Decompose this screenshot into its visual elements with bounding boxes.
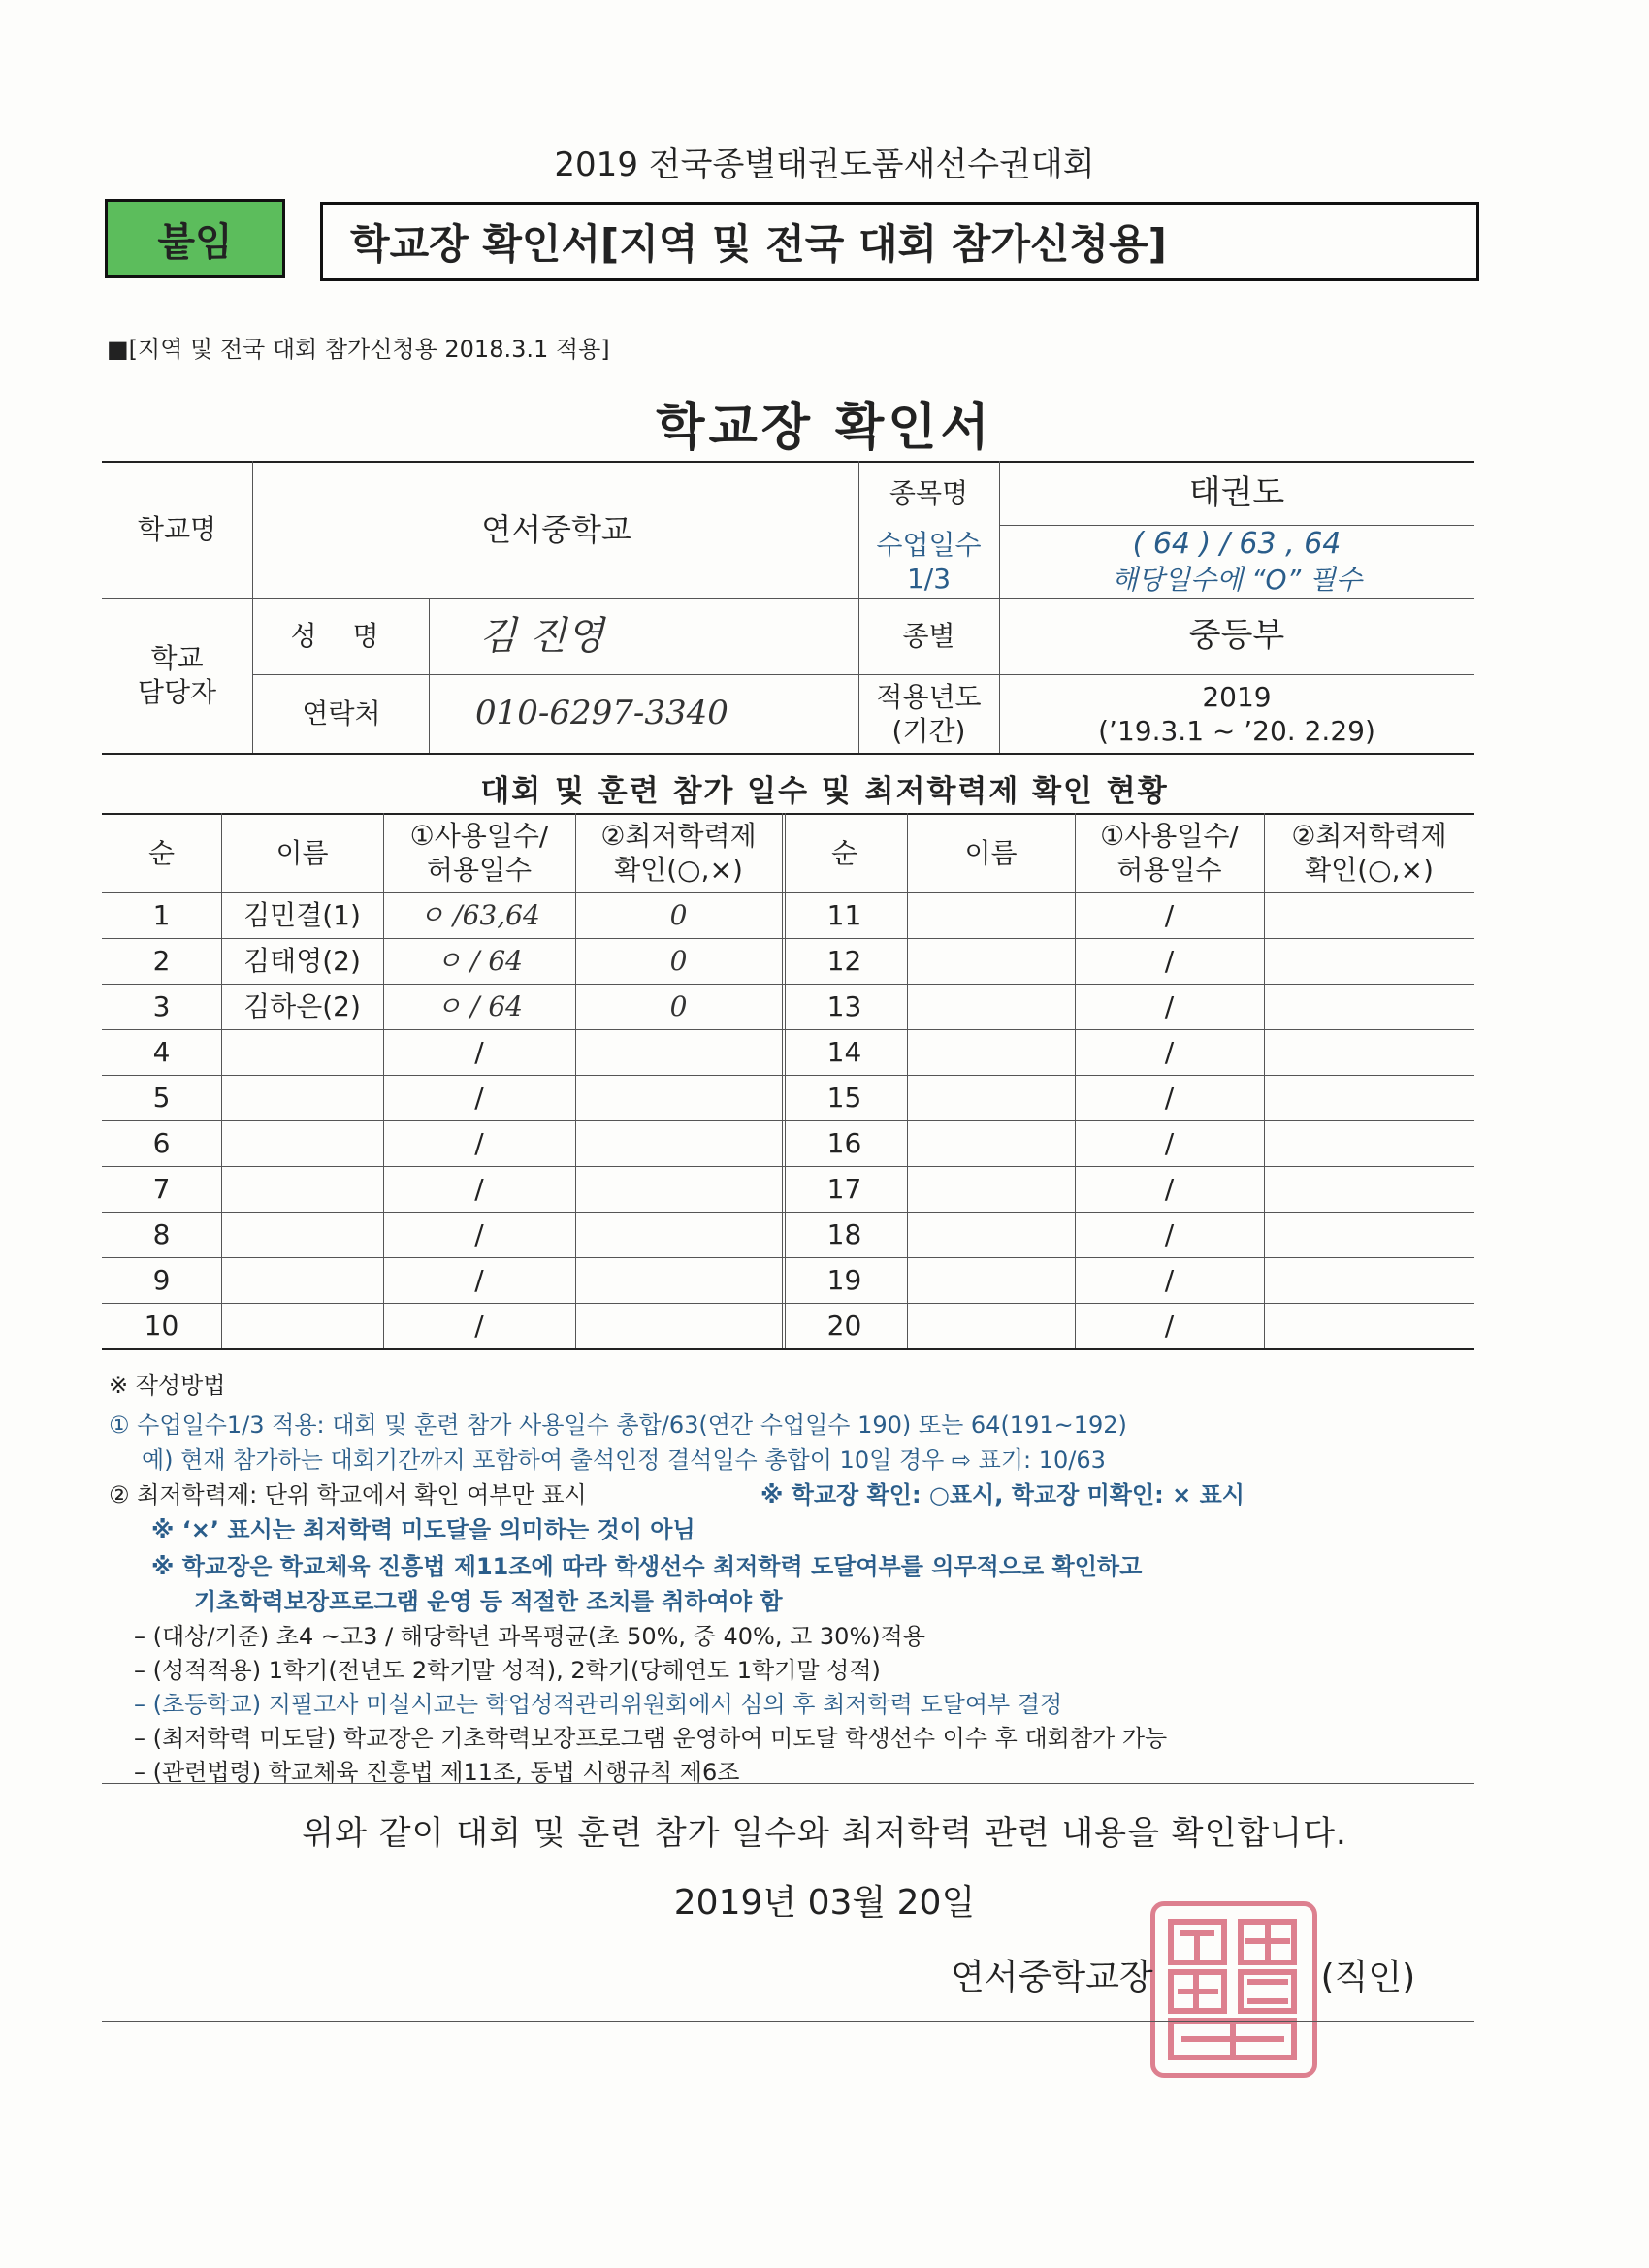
school-days-value-2: 해당일수에 “O” 필수 [1111, 563, 1363, 596]
principal-signature [951, 1950, 1415, 1999]
row-number: 9 [152, 1264, 171, 1296]
row-number: 1 [152, 899, 171, 931]
header-min-academic [1264, 813, 1474, 892]
row-days: / [474, 1264, 484, 1296]
header-name [221, 813, 383, 892]
row-number: 19 [826, 1264, 862, 1296]
header-no-line-1: 순 [830, 836, 858, 869]
header-min-academic-line-1: ②최저학력제 [1291, 820, 1447, 852]
header-min-academic-line-2: 확인(○,×) [614, 854, 743, 886]
row-days: / [1164, 1082, 1175, 1114]
header-days [383, 813, 575, 892]
year-label [858, 674, 999, 753]
header-no [102, 813, 221, 892]
row-min-academic [575, 1303, 782, 1348]
row-number: 7 [152, 1173, 171, 1205]
row-min-academic [1264, 1166, 1474, 1212]
header-days-line-2: 허용일수 [1116, 854, 1222, 886]
row-min-academic [575, 1075, 782, 1120]
school-days-label-1: 수업일수 [876, 528, 982, 561]
applicability-note: ■[지역 및 전국 대회 참가신청용 2018.3.1 적용] [107, 336, 610, 363]
info-table-vline [429, 598, 430, 753]
row-number: 5 [152, 1082, 171, 1114]
attachment-badge: 붙임 [105, 199, 285, 278]
header-min-academic [575, 813, 782, 892]
school-days-value [999, 525, 1474, 598]
row-name: 김하은(2) [243, 990, 361, 1022]
principal-name: 연서중학교장 [951, 1958, 1153, 1997]
header-no [782, 813, 907, 892]
row-min-academic [575, 1166, 782, 1212]
row-days: / [474, 1310, 484, 1342]
event-value: 태권도 [1188, 472, 1285, 512]
row-name [221, 1257, 383, 1303]
row-number: 2 [152, 945, 171, 977]
row-days: / [474, 1127, 484, 1159]
instructions-bottom-border [102, 1783, 1474, 1784]
main-title: 학교장 확인서 [656, 399, 993, 457]
document-type-title: 학교장 확인서[지역 및 전국 대회 참가신청용] [320, 202, 1479, 281]
contact-label: 연락처 [302, 697, 381, 729]
school-days-label [858, 525, 999, 598]
staff-label-1: 학교 [150, 642, 204, 674]
row-name [221, 1303, 383, 1348]
row-min-academic [1264, 892, 1474, 938]
row-name [907, 1257, 1075, 1303]
row-name [221, 1212, 383, 1257]
row-days: / [1164, 1173, 1175, 1205]
year-value-2: (’19.3.1 ~ ’20. 2.29) [1098, 714, 1375, 747]
header-name-line-1: 이름 [275, 836, 329, 869]
row-number: 18 [826, 1218, 862, 1250]
row-days: / [1164, 945, 1175, 977]
school-days-label-2: 1/3 [906, 562, 952, 595]
contact-value: 010-6297-3340 [475, 694, 728, 733]
staff-label [102, 598, 252, 753]
row-days: / [474, 1082, 484, 1114]
instruction-line-11: – (최저학력 미도달) 학교장은 기초학력보장프로그램 운영하여 미도달 학생선수 이수 후 대회참가 가능 [134, 1725, 1168, 1752]
row-name: 김태영(2) [243, 945, 361, 977]
row-name [221, 1029, 383, 1075]
section-title: 대회 및 훈련 참가 일수 및 최저학력제 확인 현황 [480, 774, 1169, 809]
row-name [221, 1120, 383, 1166]
row-number: 20 [826, 1310, 862, 1342]
year-label-1: 적용년도 [876, 680, 982, 713]
instruction-line-10: – (초등학교) 지필고사 미실시교는 학업성적관리위원회에서 심의 후 최저학력 도달여부 결정 [134, 1691, 1063, 1718]
instruction-line-9: – (성적적용) 1학기(전년도 2학기말 성적), 2학기(당해연도 1학기말 성적) [134, 1657, 881, 1684]
division-value: 중등부 [1188, 616, 1285, 656]
instruction-line-8: – (대상/기준) 초4 ~고3 / 해당학년 과목평균(초 50%, 중 40%, 고 30%)적용 [134, 1623, 925, 1650]
row-min-academic [1264, 938, 1474, 984]
instruction-line-12: – (관련법령) 학교체육 진흥법 제11조, 동법 시행규칙 제6조 [134, 1759, 740, 1786]
row-name [907, 1075, 1075, 1120]
school-name-value: 연서중학교 [481, 510, 631, 548]
row-min-academic [575, 1120, 782, 1166]
row-days: ㅇ /63,64 [418, 899, 540, 931]
row-number: 4 [152, 1036, 171, 1068]
row-days: / [1164, 1036, 1175, 1068]
row-number: 15 [826, 1082, 862, 1114]
header-min-academic-line-1: ②최저학력제 [600, 820, 757, 852]
row-name [907, 1212, 1075, 1257]
row-number: 11 [826, 899, 862, 931]
row-name [907, 892, 1075, 938]
header-min-academic-line-2: 확인(○,×) [1305, 854, 1434, 886]
instruction-line-7: 기초학력보장프로그램 운영 등 적절한 조치를 취하여야 함 [194, 1588, 783, 1615]
row-number: 17 [826, 1173, 862, 1205]
confirmation-statement: 위와 같이 대회 및 훈련 참가 일수와 최저학력 관련 내용을 확인합니다. [302, 1814, 1347, 1853]
seal-mark: (직인) [1320, 1958, 1416, 1997]
row-number: 16 [826, 1127, 862, 1159]
row-min-academic: 0 [669, 945, 688, 977]
school-days-value-1: ( 64 ) / 63 , 64 [1132, 527, 1342, 562]
row-min-academic [1264, 1075, 1474, 1120]
name-label: 성 명 [290, 620, 393, 652]
row-min-academic [575, 1029, 782, 1075]
row-name [907, 1029, 1075, 1075]
row-min-academic: 0 [669, 899, 688, 931]
division-label: 종별 [902, 620, 955, 652]
row-name: 김민결(1) [243, 899, 361, 931]
row-number: 8 [152, 1218, 171, 1250]
footer-border [102, 2021, 1474, 2022]
row-days: / [474, 1036, 484, 1068]
row-days: / [1164, 1218, 1175, 1250]
issue-date: 2019년 03월 20일 [673, 1883, 976, 1923]
header-name [907, 813, 1075, 892]
table-bottom-border [102, 1348, 1474, 1350]
row-number: 13 [826, 990, 862, 1022]
row-days: ㅇ / 64 [436, 945, 523, 977]
seal-text [1155, 1906, 1156, 1907]
row-min-academic [1264, 1303, 1474, 1348]
row-name [907, 938, 1075, 984]
row-number: 6 [152, 1127, 171, 1159]
staff-label-2: 담당자 [137, 676, 217, 708]
row-days: / [1164, 1127, 1175, 1159]
row-number: 12 [826, 945, 862, 977]
info-table-vline [252, 461, 253, 753]
event-title: 2019 전국종별태권도품새선수권대회 [554, 146, 1095, 184]
row-days: / [1164, 990, 1175, 1022]
row-min-academic [1264, 1212, 1474, 1257]
row-name [907, 984, 1075, 1029]
row-min-academic [1264, 1120, 1474, 1166]
row-number: 10 [144, 1310, 179, 1342]
school-name-label: 학교명 [137, 513, 217, 545]
row-name [907, 1120, 1075, 1166]
row-min-academic [1264, 1257, 1474, 1303]
row-min-academic [1264, 1029, 1474, 1075]
instruction-line-1: ① 수업일수1/3 적용: 대회 및 훈련 참가 사용일수 총합/63(연간 수업일수 190) 또는 64(191~192) [109, 1411, 1127, 1439]
instruction-line-4: ※ 학교장 확인: ○표시, 학교장 미확인: × 표시 [760, 1481, 1245, 1508]
instruction-line-6: ※ 학교장은 학교체육 진흥법 제11조에 따라 학생선수 최저학력 도달여부를 의무적으로 확인하고 [151, 1553, 1143, 1580]
row-days: / [1164, 899, 1175, 931]
header-days-line-1: ①사용일수/ [409, 820, 549, 852]
row-days: / [474, 1218, 484, 1250]
instruction-line-3: ② 최저학력제: 단위 학교에서 확인 여부만 표시 [109, 1481, 587, 1508]
row-days: / [1164, 1264, 1175, 1296]
header-no-line-1: 순 [147, 836, 176, 869]
row-days: / [474, 1173, 484, 1205]
year-value-1: 2019 [1202, 680, 1272, 713]
instruction-line-5: ※ ‘×’ 표시는 최저학력 미도달을 의미하는 것이 아님 [151, 1516, 695, 1543]
year-label-2: (기간) [891, 714, 966, 747]
instructions-title: ※ 작성방법 [109, 1372, 226, 1399]
row-number: 3 [152, 990, 171, 1022]
header-days-line-2: 허용일수 [426, 854, 533, 886]
row-min-academic [575, 1257, 782, 1303]
row-name [907, 1303, 1075, 1348]
info-table-bottom-border [102, 753, 1474, 755]
instruction-line-2: 예) 현재 참가하는 대회기간까지 포함하여 출석인정 결석일수 총합이 10일 경우 ⇨ 표기: 10/63 [142, 1446, 1106, 1474]
header-days-line-1: ①사용일수/ [1100, 820, 1239, 852]
row-name [907, 1166, 1075, 1212]
row-min-academic: 0 [669, 990, 688, 1022]
year-value [999, 674, 1474, 753]
row-name [221, 1075, 383, 1120]
header-days [1075, 813, 1264, 892]
row-name [221, 1166, 383, 1212]
event-label: 종목명 [889, 476, 969, 509]
row-min-academic [1264, 984, 1474, 1029]
header-name-line-1: 이름 [964, 836, 1018, 869]
row-number: 14 [826, 1036, 862, 1068]
row-days: ㅇ / 64 [436, 990, 523, 1022]
row-min-academic [575, 1212, 782, 1257]
row-days: / [1164, 1310, 1175, 1342]
name-value: 김 진영 [479, 613, 604, 659]
